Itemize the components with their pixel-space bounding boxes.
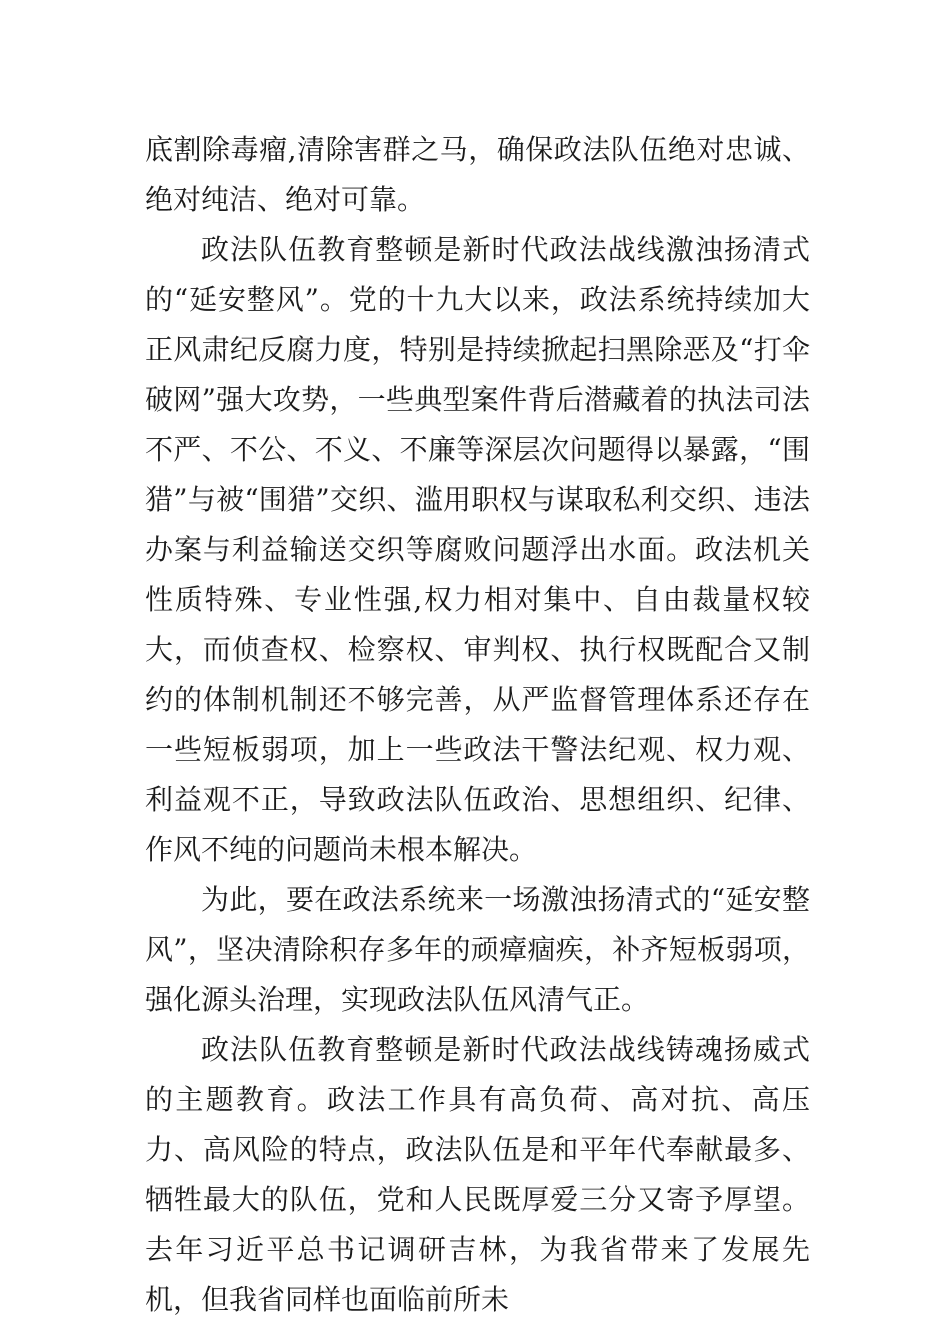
paragraph-continuation: 底割除毒瘤,清除害群之马，确保政法队伍绝对忠诚、绝对纯洁、绝对可靠。 (145, 133, 810, 216)
paragraph-yanan-rectification: 政法队伍教育整顿是新时代政法战线激浊扬清式的“延安整风”。党的十九大以来，政法系统持续加大正风肃纪反腐力度，特别是持续掀起扫黑除恶及“打伞破网”强大攻势，一些典型案件背后潜藏着的执法司法不严、不公、不义、不廉等深层次问题得以暴露，“围猎”与被“围猎”交织、滥用职权与谋取私利交织、违法办案与利益输送交织等腐败问题浮出水面。政法机关性质特殊、专业性强,权力相对集中、自由裁量权较大，而侦查权、检察权、审判权、执行权既配合又制约的体制机制还不够完善，从严监督管理体系还存在一些短板弱项，加上一些政法干警法纪观、权力观、利益观不正，导致政法队伍政治、思想组织、纪律、作风不纯的问题尚未根本解决。 (145, 233, 810, 866)
paragraph-therefore: 为此，要在政法系统来一场激浊扬清式的“延安整风”，坚决清除积存多年的顽瘴痼疾，补齐短板弱项，强化源头治理，实现政法队伍风清气正。 (145, 883, 810, 1016)
document-body (145, 125, 810, 1325)
paragraph-theme-education: 政法队伍教育整顿是新时代政法战线铸魂扬威式的主题教育。政法工作具有高负荷、高对抗、高压力、高风险的特点，政法队伍是和平年代奉献最多、牺牲最大的队伍，党和人民既厚爱三分又寄予厚望。去年习近平总书记调研吉林，为我省带来了发展先机，但我省同样也面临前所未 (145, 1033, 810, 1316)
